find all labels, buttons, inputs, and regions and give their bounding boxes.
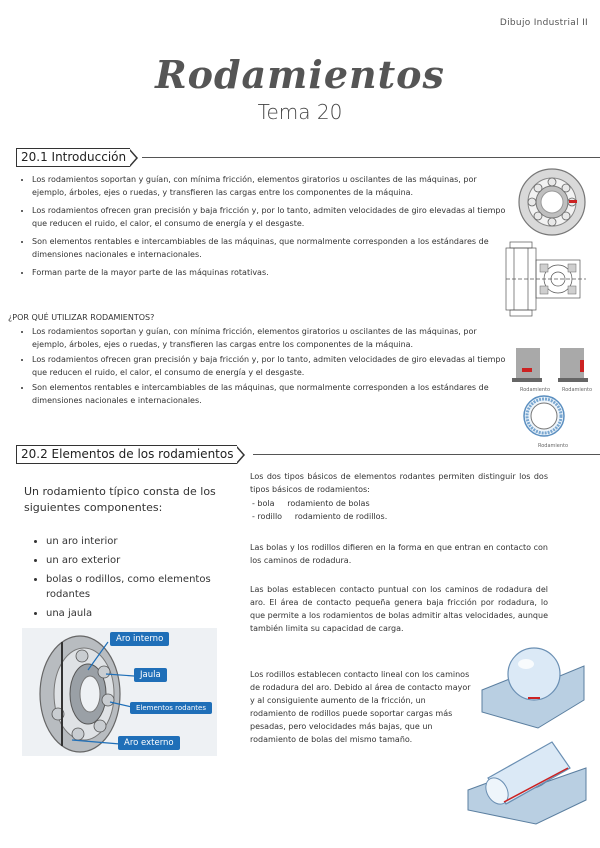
section-rule-1 (142, 157, 600, 158)
callout-outer-ring: Aro externo (118, 736, 180, 750)
why-question: ¿POR QUÉ UTILIZAR RODAMIENTOS? (8, 313, 155, 322)
list-item: • bolas o rodillos, como elementos rodantes (46, 572, 230, 602)
list-item: • un aro interior (46, 534, 230, 549)
section-heading-1-label: 20.1 Introducción (16, 148, 130, 167)
type-roller: - rodillo rodamiento de rodillos. (252, 512, 388, 521)
paragraph-difference: Las bolas y los rodillos difieren en la forma en que entran en contacto con los caminos de rodadura. (250, 543, 548, 565)
section-heading-2-arrow (237, 446, 245, 464)
paragraph-balls: Las bolas establecen contacto puntual con los caminos de rodadura del aro. El área de contacto pequeña genera baja fricción por rodadura, lo que permite a los rodamientos de bolas admitir altas velocidades, aunque también limita su capacidad de carga. (250, 585, 548, 633)
list-item: • un aro exterior (46, 553, 230, 568)
section-rule-2 (253, 454, 600, 455)
section-heading-2-label: 20.2 Elementos de los rodamientos (16, 445, 237, 464)
list-item: • Forman parte de la mayor parte de las máquinas rotativas. (32, 267, 506, 280)
page-title: Rodamientos (155, 52, 445, 97)
roller-contact-image (466, 736, 590, 826)
figure-caption: Rodamiento (538, 443, 569, 449)
course-name: Dibujo Industrial II (499, 18, 588, 28)
types-intro: Los dos tipos básicos de elementos rodantes permiten distinguir los dos tipos básicos de rodamientos: (250, 472, 548, 494)
ball-bearing-front-image (514, 166, 590, 238)
section-heading-2 (16, 446, 245, 463)
page-subtitle: Tema 20 (257, 100, 343, 124)
figure-caption: Rodamiento (520, 387, 551, 393)
intro-list (18, 174, 506, 286)
list-item: • Los rodamientos soportan y guían, con mínima fricción, elementos giratorios u oscilantes de las máquinas, por ejemplo, árboles, ejes o ruedas, y transfieren las cargas entre los componentes de la máquina. (32, 174, 506, 199)
components-list (30, 534, 230, 625)
mounting-figures-image (510, 346, 596, 450)
section-heading-1-arrow (130, 149, 138, 167)
components-intro: Un rodamiento típico consta de los siguientes componentes: (24, 485, 216, 514)
list-item: • una jaula (46, 606, 230, 621)
technical-drawing-image (500, 240, 592, 318)
type-ball: - bola rodamiento de bolas (252, 499, 370, 508)
callout-inner-ring: Aro interno (110, 632, 169, 646)
list-item: • Los rodamientos ofrecen gran precisión y baja fricción y, por lo tanto, admiten velocidades de giro elevadas al tiempo que reducen el ruido, el calor, el consumo de energía y el desgaste. (32, 205, 506, 230)
list-item: • Son elementos rentables e intercambiables de las máquinas, que normalmente corresponden a los estándares de dimensiones nacionales e internacionales. (32, 382, 506, 407)
list-item: • Los rodamientos soportan y guían, con mínima fricción, elementos giratorios u oscilantes de las máquinas, por ejemplo, árboles, ejes o ruedas, y transfieren las cargas entre los componentes de la máquina. (32, 326, 506, 351)
list-item: • Los rodamientos ofrecen gran precisión y baja fricción y, por lo tanto, admiten velocidades de giro elevadas al tiempo que reducen el ruido, el calor, el consumo de energía y el desgaste. (32, 354, 506, 379)
figure-caption: Rodamiento (562, 387, 593, 393)
why-list (18, 326, 506, 410)
ball-contact-image (478, 640, 588, 732)
list-item: • Son elementos rentables e intercambiables de las máquinas, que normalmente corresponden a los estándares de dimensiones nacionales e internacionales. (32, 236, 506, 261)
callout-rolling-elements: Elementos rodantes (130, 702, 212, 714)
callout-cage: Jaula (134, 668, 167, 682)
paragraph-rollers: Los rodillos establecen contacto lineal con los caminos de rodadura del aro. Debido al área de contacto mayor y al consiguiente aumento de la fricción, un rodamiento de rodillos puede soportar cargas más pesadas, pero velocidades más bajas, que un rodamiento de bolas del mismo tamaño. (250, 670, 471, 744)
bearing-cutaway-figure (22, 628, 217, 756)
section-heading-1 (16, 149, 138, 166)
